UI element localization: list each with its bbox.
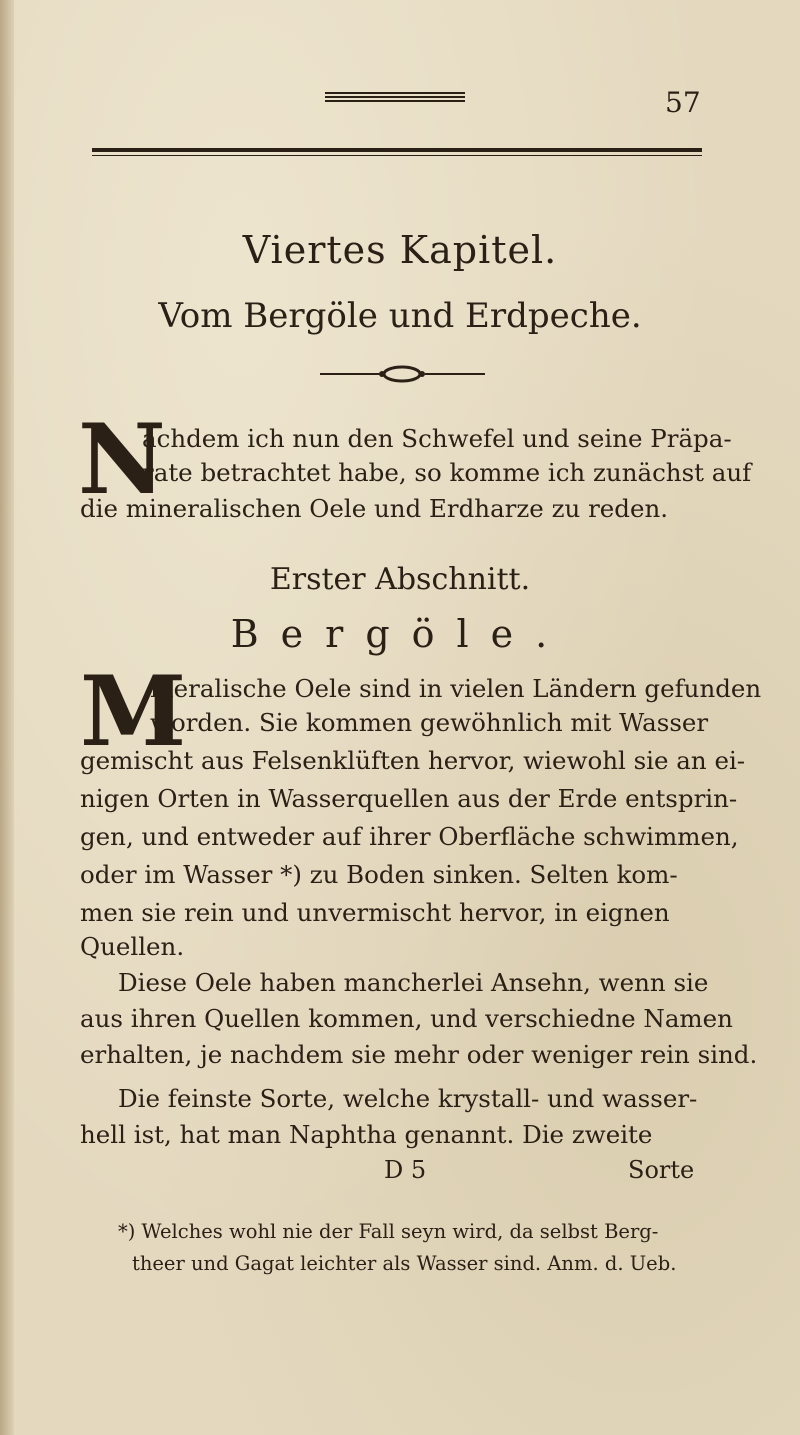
header-rule: [92, 148, 702, 152]
header-ornament-bar: [325, 92, 465, 104]
signature-mark: D 5: [384, 1156, 427, 1184]
text-line: gen, und entweder auf ihrer Oberfläche schwimmen,: [80, 822, 739, 851]
chapter-subtitle: Vom Bergöle und Erdpeche.: [158, 296, 642, 336]
section-heading: Erster Abschnitt.: [269, 562, 531, 597]
text-line: die mineralischen Oele und Erdharze zu reden.: [80, 494, 669, 523]
text-line: achdem ich nun den Schwefel und seine Präpa-: [142, 424, 732, 453]
page-edge: [0, 0, 14, 1435]
drop-cap: N: [78, 403, 166, 516]
footnote-line: theer und Gagat leichter als Wasser sind. Anm. d. Ueb.: [132, 1252, 677, 1275]
text-line: oder im Wasser *) zu Boden sinken. Selten kom-: [80, 860, 678, 889]
text-line: nigen Orten in Wasserquellen aus der Erde entsprin-: [80, 784, 738, 813]
chapter-title: Viertes Kapitel.: [242, 228, 558, 272]
text-line: erhalten, je nachdem sie mehr oder weniger rein sind.: [80, 1040, 758, 1069]
text-line: ineralische Oele sind in vielen Ländern gefunden: [150, 674, 762, 703]
catchword: Sorte: [628, 1156, 695, 1184]
text-line: rate betrachtet habe, so komme ich zunächst auf: [142, 458, 752, 487]
text-line: worden. Sie kommen gewöhnlich mit Wasser: [150, 708, 709, 737]
text-line: men sie rein und unvermischt hervor, in eignen: [80, 898, 670, 927]
section-title: Bergöle.: [230, 612, 570, 656]
text-line: aus ihren Quellen kommen, und verschiedne Namen: [80, 1004, 733, 1033]
footnote-line: *) Welches wohl nie der Fall seyn wird, da selbst Berg-: [118, 1220, 659, 1243]
text-line: Die feinste Sorte, welche krystall- und wasser-: [118, 1084, 698, 1113]
text-line: gemischt aus Felsenklüften hervor, wiewohl sie an ei-: [80, 746, 746, 775]
text-line: Diese Oele haben mancherlei Ansehn, wenn sie: [118, 968, 709, 997]
ornament-divider: [320, 364, 485, 384]
page-number: 57: [665, 86, 701, 119]
text-line: Quellen.: [80, 932, 185, 961]
drop-cap: M: [80, 655, 187, 768]
text-line: hell ist, hat man Naphtha genannt. Die zweite: [80, 1120, 653, 1149]
header-rule-thin: [92, 155, 702, 156]
